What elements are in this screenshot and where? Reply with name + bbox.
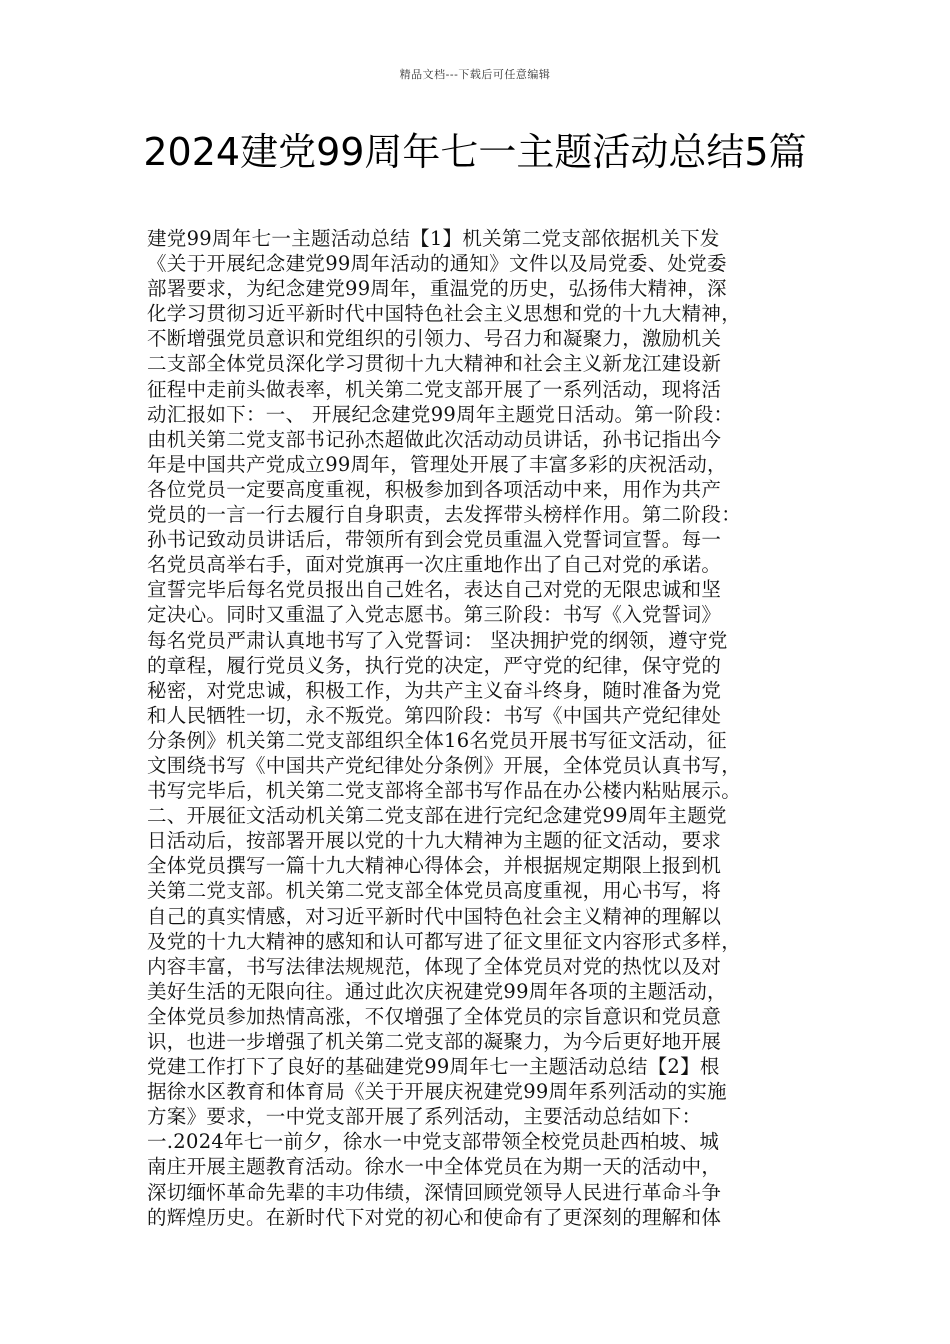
body-text-line: 一.2024年七一前夕，徐水一中党支部带领全校党员赴西柏坡、城 [147, 1130, 720, 1154]
body-text-line: 每名党员严肃认真地书写了入党誓词： 坚决拥护党的纲领，遵守党 [147, 628, 728, 652]
page-header-note: 精品文档---下载后可任意编辑 [399, 68, 551, 81]
body-text-line: 征程中走前头做表率，机关第二党支部开展了一系列活动，现将活 [147, 377, 722, 401]
document-title: 2024建党99周年七一主题活动总结5篇 [143, 130, 807, 174]
body-text-line: 自己的真实情感，对习近平新时代中国特色社会主义精神的理解以 [147, 904, 722, 928]
body-text-line: 的章程，履行党员义务，执行党的决定，严守党的纪律，保守党的 [147, 653, 722, 677]
body-text-line: 分条例》机关第二党支部组织全体16名党员开展书写征文活动，征 [147, 728, 727, 752]
body-text-line: 方案》要求，一中党支部开展了系列活动，主要活动总结如下： [147, 1105, 702, 1129]
body-text-line: 据徐水区教育和体育局《关于开展庆祝建党99周年系列活动的实施 [147, 1080, 727, 1104]
body-text-line: 的辉煌历史。在新时代下对党的初心和使命有了更深刻的理解和体 [147, 1205, 722, 1229]
body-text-line: 部署要求，为纪念建党99周年，重温党的历史，弘扬伟大精神，深 [147, 277, 727, 301]
body-text-line: 宣誓完毕后每名党员报出自己姓名，表达自己对党的无限忠诚和坚 [147, 578, 722, 602]
body-text-line: 深切缅怀革命先辈的丰功伟绩，深情回顾党领导人民进行革命斗争 [147, 1180, 722, 1204]
body-text-line: 由机关第二党支部书记孙杰超做此次活动动员讲话，孙书记指出今 [147, 427, 722, 451]
body-text-line: 文围绕书写《中国共产党纪律处分条例》开展，全体党员认真书写， [147, 753, 742, 777]
body-text-line: 名党员高举右手，面对党旗再一次庄重地作出了自己对党的承诺。 [147, 553, 722, 577]
body-text-line: 建党99周年七一主题活动总结【1】机关第二党支部依据机关下发 [147, 227, 720, 250]
body-text-line: 全体党员撰写一篇十九大精神心得体会，并根据规定期限上报到机 [147, 854, 722, 878]
body-text-line: 秘密，对党忠诚，积极工作，为共产主义奋斗终身，随时准备为党 [147, 678, 722, 702]
body-text-line: 识，也进一步增强了机关第二党支部的凝聚力，为今后更好地开展 [147, 1030, 722, 1053]
body-text-line: 孙书记致动员讲话后，带领所有到会党员重温入党誓词宣誓。每一 [147, 528, 722, 552]
body-text-line: 不断增强党员意识和党组织的引领力、号召力和凝聚力，激励机关 [147, 327, 722, 351]
body-text-line: 和人民牺牲一切，永不叛党。第四阶段：书写《中国共产党纪律处 [147, 703, 722, 727]
body-text-line: 化学习贯彻习近平新时代中国特色社会主义思想和党的十九大精神， [147, 302, 742, 326]
body-text-line: 党建工作打下了良好的基础建党99周年七一主题活动总结【2】根 [147, 1055, 720, 1079]
body-text-line: 关第二党支部。机关第二党支部全体党员高度重视，用心书写，将 [147, 879, 722, 903]
body-text-line: 定决心。同时又重温了入党志愿书。第三阶段：书写《入党誓词》 [147, 603, 722, 627]
body-text-line: 党员的一言一行去履行自身职责，去发挥带头榜样作用。第二阶段： [147, 503, 742, 527]
body-text-line: 各位党员一定要高度重视，积极参加到各项活动中来，用作为共产 [147, 477, 722, 501]
body-text-line: 及党的十九大精神的感知和认可都写进了征文里征文内容形式多样， [147, 929, 742, 953]
body-text-line: 年是中国共产党成立99周年，管理处开展了丰富多彩的庆祝活动， [147, 452, 727, 476]
body-text-line: 动汇报如下：一、 开展纪念建党99周年主题党日活动。第一阶段： [147, 402, 734, 426]
body-text-line: 日活动后，按部署开展以党的十九大精神为主题的征文活动，要求 [147, 829, 722, 853]
body-text-line: 南庄开展主题教育活动。徐水一中全体党员在为期一天的活动中， [147, 1155, 722, 1179]
body-text-line: 二、开展征文活动机关第二党支部在进行完纪念建党99周年主题党 [147, 804, 727, 828]
body-text-line: 全体党员参加热情高涨，不仅增强了全体党员的宗旨意识和党员意 [147, 1004, 722, 1028]
body-text-line: 书写完毕后，机关第二党支部将全部书写作品在办公楼内粘贴展示。 [147, 779, 742, 803]
body-text-line: 二支部全体党员深化学习贯彻十九大精神和社会主义新龙江建设新 [147, 352, 722, 376]
body-text-line: 内容丰富，书写法律法规规范，体现了全体党员对党的热忱以及对 [147, 954, 722, 978]
body-text-line: 美好生活的无限向往。通过此次庆祝建党99周年各项的主题活动， [147, 979, 727, 1003]
document-body [147, 226, 829, 1230]
body-text-line: 《关于开展纪念建党99周年活动的通知》文件以及局党委、处党委 [147, 252, 727, 276]
